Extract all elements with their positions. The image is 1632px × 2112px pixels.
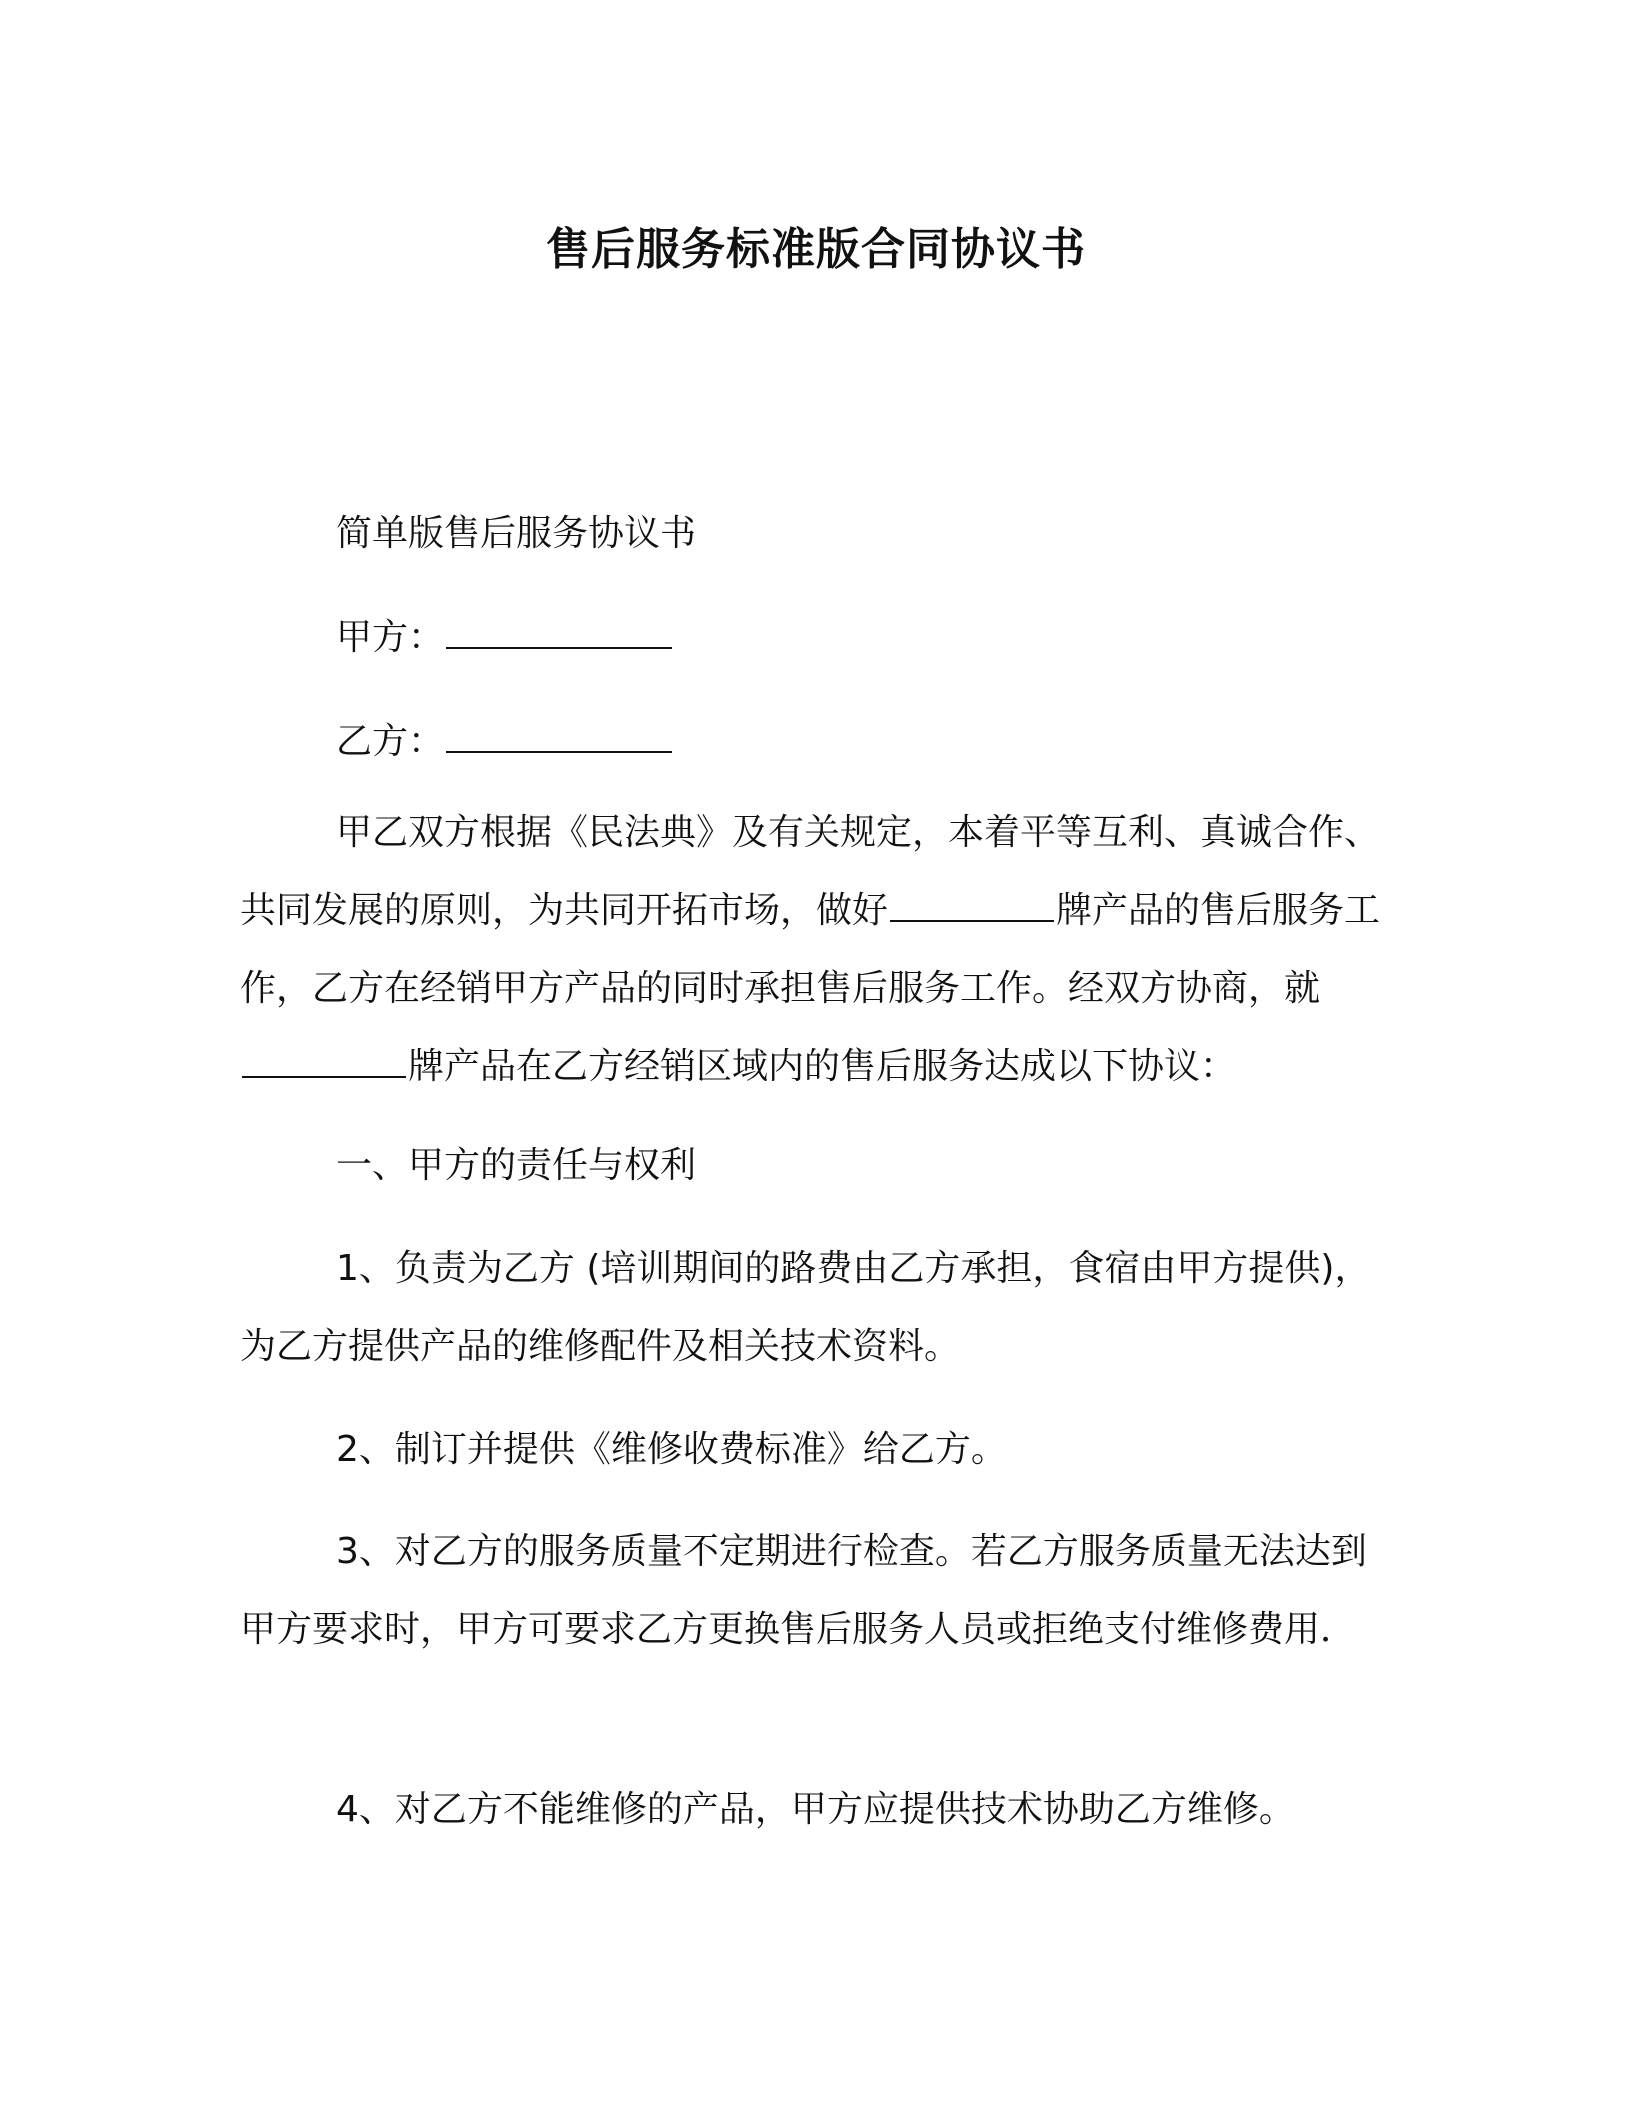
clause-1: 1、负责为乙方 (培训期间的路费由乙方承担，食宿由甲方提供)，为乙方提供产品的维修配件及相关技术资料。 bbox=[240, 1248, 1371, 1367]
intro-paragraph bbox=[240, 794, 1400, 1106]
document-title: 售后服务标准版合同协议书 bbox=[546, 224, 1086, 275]
subtitle: 简单版售后服务协议书 bbox=[336, 513, 697, 554]
clause-2: 2、制订并提供《维修收费标准》给乙方。 bbox=[336, 1429, 1007, 1470]
brand-blank-2 bbox=[242, 1046, 406, 1078]
brand-blank-1 bbox=[890, 890, 1054, 922]
intro-part3: 牌产品在乙方经销区域内的售后服务达成以下协议： bbox=[408, 1046, 1237, 1087]
party-b-label: 乙方： bbox=[336, 721, 445, 762]
intro-part2: 牌产品的售后服务工作，乙方在经销甲方产品的同时承担售后服务工作。经双方协商，就 bbox=[240, 890, 1381, 1009]
section-1-heading: 一、甲方的责任与权利 bbox=[336, 1145, 697, 1186]
clause-3: 3、对乙方的服务质量不定期进行检查。若乙方服务质量无法达到甲方要求时，甲方可要求乙方更换售后服务人员或拒绝支付维修费用． bbox=[240, 1531, 1367, 1650]
party-a-label: 甲方： bbox=[336, 617, 445, 658]
party-a-blank bbox=[446, 617, 672, 649]
party-b-line bbox=[240, 703, 1400, 781]
party-b-blank bbox=[446, 721, 672, 753]
intro-part1: 甲乙双方根据《民法典》及有关规定，本着平等互利、真诚合作、共同发展的原则，为共同开拓市场，做好 bbox=[240, 812, 1381, 931]
party-a-line bbox=[240, 599, 1400, 677]
clause-4: 4、对乙方不能维修的产品，甲方应提供技术协助乙方维修。 bbox=[336, 1789, 1295, 1830]
